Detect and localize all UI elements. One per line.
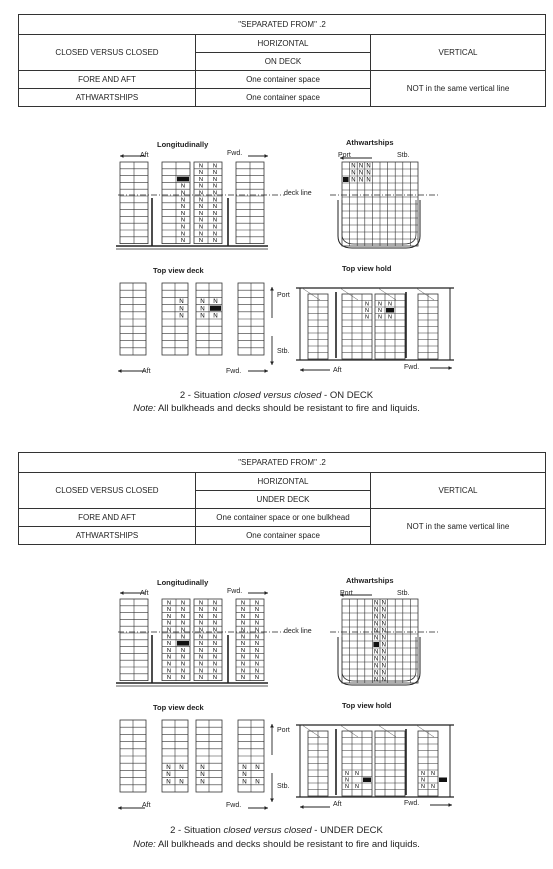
- n-marker: N: [240, 675, 246, 682]
- fore-aft-label: FORE AND AFT: [19, 71, 196, 89]
- n-marker: N: [212, 620, 218, 627]
- arrow-head: [120, 154, 124, 158]
- n-marker: N: [180, 668, 186, 675]
- n-marker: N: [365, 301, 369, 308]
- n-marker: N: [212, 210, 218, 217]
- n-marker: N: [166, 627, 172, 634]
- n-marker: N: [212, 600, 218, 607]
- n-marker: N: [378, 301, 382, 308]
- aft-label: Aft: [142, 802, 151, 809]
- n-marker: N: [240, 627, 246, 634]
- hull-inner: [342, 200, 416, 244]
- dangerous-container: [210, 306, 221, 311]
- n-marker: N: [242, 771, 247, 779]
- n-marker: N: [212, 238, 218, 245]
- n-marker: N: [198, 661, 204, 668]
- n-marker: N: [254, 613, 260, 620]
- dangerous-container: [343, 177, 349, 182]
- n-marker: N: [200, 771, 205, 779]
- n-marker: N: [200, 778, 205, 786]
- location-header: ON DECK: [196, 53, 371, 71]
- n-marker: N: [345, 777, 349, 784]
- n-marker: N: [381, 677, 386, 684]
- n-marker: N: [374, 614, 379, 621]
- n-marker: N: [240, 634, 246, 641]
- n-marker: N: [212, 654, 218, 661]
- n-marker: N: [166, 620, 172, 627]
- vertical-header: VERTICAL: [371, 35, 546, 71]
- n-marker: N: [345, 771, 349, 777]
- n-marker: N: [180, 231, 186, 238]
- n-marker: N: [358, 163, 364, 170]
- arrow-head: [264, 806, 268, 810]
- n-marker: N: [212, 197, 218, 204]
- table-header: "SEPARATED FROM" .2: [19, 15, 546, 35]
- dangerous-container: [439, 778, 447, 783]
- n-marker: N: [365, 314, 369, 321]
- n-marker: N: [388, 301, 392, 308]
- n-marker: N: [180, 217, 186, 224]
- arrow-head: [270, 798, 274, 802]
- top-view-hold-label: Top view hold: [342, 264, 392, 273]
- n-marker: N: [374, 670, 379, 677]
- n-marker: N: [180, 600, 186, 607]
- n-marker: N: [421, 777, 425, 784]
- arrow-head: [448, 366, 452, 370]
- n-marker: N: [355, 784, 359, 790]
- n-marker: N: [381, 663, 386, 670]
- n-marker: N: [200, 763, 205, 771]
- n-marker: N: [355, 771, 359, 777]
- vertical-header: VERTICAL: [371, 473, 546, 509]
- n-marker: N: [381, 607, 386, 614]
- n-marker: N: [212, 163, 218, 170]
- n-marker: N: [374, 621, 379, 628]
- n-marker: N: [180, 654, 186, 661]
- n-marker: N: [240, 600, 246, 607]
- n-marker: N: [212, 613, 218, 620]
- n-marker: N: [166, 634, 172, 641]
- n-marker: N: [198, 170, 204, 177]
- athwartships-value: One container space: [196, 527, 371, 545]
- arrow-head: [270, 287, 274, 291]
- n-marker: N: [212, 634, 218, 641]
- n-marker: N: [254, 654, 260, 661]
- n-marker: N: [198, 197, 204, 204]
- fwd-label: Fwd.: [404, 364, 420, 371]
- fore-aft-value: One container space: [196, 71, 371, 89]
- n-marker: N: [180, 634, 186, 641]
- dangerous-container: [177, 177, 189, 182]
- n-marker: N: [240, 647, 246, 654]
- n-marker: N: [180, 675, 186, 682]
- stb-label: Stb.: [397, 590, 410, 597]
- arrow-head: [448, 803, 452, 807]
- n-marker: N: [179, 312, 184, 320]
- n-marker: N: [198, 190, 204, 197]
- n-marker: N: [180, 607, 186, 614]
- n-marker: N: [381, 614, 386, 621]
- n-marker: N: [166, 641, 172, 648]
- arrow-head: [118, 369, 122, 373]
- n-marker: N: [351, 170, 356, 177]
- n-marker: N: [381, 621, 386, 628]
- n-marker: N: [213, 312, 218, 320]
- arrow-head: [300, 368, 304, 372]
- arrow-head: [300, 805, 304, 809]
- n-marker: N: [254, 600, 260, 607]
- n-marker: N: [381, 635, 386, 642]
- vertical-value: NOT in the same vertical line: [371, 509, 546, 545]
- n-marker: N: [212, 607, 218, 614]
- n-marker: N: [381, 628, 386, 635]
- n-marker: N: [381, 656, 386, 663]
- n-marker: N: [198, 668, 204, 675]
- n-marker: N: [198, 183, 204, 190]
- vertical-value: NOT in the same vertical line: [371, 71, 546, 107]
- n-marker: N: [374, 677, 379, 684]
- n-marker: N: [166, 600, 172, 607]
- n-marker: N: [212, 231, 218, 238]
- n-marker: N: [198, 600, 204, 607]
- n-marker: N: [431, 784, 435, 790]
- port-label: Port: [277, 292, 290, 299]
- n-marker: N: [180, 613, 186, 620]
- n-marker: N: [180, 183, 186, 190]
- longitudinally-label: Longitudinally: [157, 578, 209, 587]
- n-marker: N: [254, 641, 260, 648]
- n-marker: N: [179, 778, 184, 786]
- n-marker: N: [200, 298, 205, 306]
- n-marker: N: [388, 314, 392, 321]
- n-marker: N: [198, 607, 204, 614]
- fwd-label: Fwd.: [226, 802, 242, 809]
- n-marker: N: [374, 656, 379, 663]
- n-marker: N: [166, 654, 172, 661]
- n-marker: N: [374, 663, 379, 670]
- fore-aft-label: FORE AND AFT: [19, 509, 196, 527]
- n-marker: N: [374, 649, 379, 656]
- arrow-head: [264, 369, 268, 373]
- n-marker: N: [381, 649, 386, 656]
- n-marker: N: [254, 675, 260, 682]
- n-marker: N: [166, 647, 172, 654]
- n-marker: N: [198, 210, 204, 217]
- n-marker: N: [212, 641, 218, 648]
- n-marker: N: [180, 197, 186, 204]
- n-marker: N: [166, 771, 171, 779]
- n-marker: N: [212, 204, 218, 211]
- n-marker: N: [198, 675, 204, 682]
- n-marker: N: [212, 668, 218, 675]
- n-marker: N: [166, 675, 172, 682]
- n-marker: N: [180, 204, 186, 211]
- n-marker: N: [212, 217, 218, 224]
- n-marker: N: [255, 778, 260, 786]
- port-label: Port: [340, 590, 353, 597]
- n-marker: N: [198, 224, 204, 231]
- n-marker: N: [254, 607, 260, 614]
- row-label: CLOSED VERSUS CLOSED: [19, 473, 196, 509]
- arrow-head: [270, 724, 274, 728]
- top-view-deck-label: Top view deck: [153, 266, 204, 275]
- n-marker: N: [200, 312, 205, 320]
- n-marker: N: [212, 190, 218, 197]
- n-marker: N: [240, 613, 246, 620]
- note: Note: All bulkheads and decks should be resistant to fire and liquids.: [133, 839, 420, 850]
- n-marker: N: [180, 190, 186, 197]
- hull-section: [338, 200, 420, 248]
- n-marker: N: [179, 298, 184, 306]
- n-marker: N: [240, 668, 246, 675]
- n-marker: N: [213, 298, 218, 306]
- n-marker: N: [180, 627, 186, 634]
- n-marker: N: [381, 670, 386, 677]
- n-marker: N: [358, 170, 364, 177]
- athwartships-label: Athwartships: [346, 576, 394, 585]
- n-marker: N: [180, 647, 186, 654]
- n-marker: N: [242, 778, 247, 786]
- n-marker: N: [240, 641, 246, 648]
- athwartships-label: Athwartships: [346, 138, 394, 147]
- n-marker: N: [179, 763, 184, 771]
- n-marker: N: [212, 176, 218, 183]
- n-marker: N: [374, 635, 379, 642]
- n-marker: N: [381, 642, 386, 649]
- n-marker: N: [378, 314, 382, 321]
- n-marker: N: [378, 308, 382, 314]
- horizontal-header: HORIZONTAL: [196, 35, 371, 53]
- athwartships-label: ATHWARTSHIPS: [19, 89, 196, 107]
- caption: 2 - Situation closed versus closed - UNDER DECK: [170, 825, 383, 836]
- n-marker: N: [381, 600, 386, 607]
- n-marker: N: [366, 170, 371, 177]
- n-marker: N: [180, 210, 186, 217]
- dangerous-container: [177, 641, 189, 646]
- arrow-head: [270, 361, 274, 365]
- n-marker: N: [254, 668, 260, 675]
- dangerous-container: [373, 642, 379, 647]
- n-marker: N: [198, 163, 204, 170]
- n-marker: N: [198, 231, 204, 238]
- row-label: CLOSED VERSUS CLOSED: [19, 35, 196, 71]
- n-marker: N: [255, 763, 260, 771]
- fore-aft-value: One container space or one bulkhead: [196, 509, 371, 527]
- aft-label: Aft: [140, 152, 149, 159]
- n-marker: N: [200, 305, 205, 313]
- n-marker: N: [180, 620, 186, 627]
- n-marker: N: [166, 778, 171, 786]
- n-marker: N: [212, 224, 218, 231]
- n-marker: N: [198, 204, 204, 211]
- n-marker: N: [180, 238, 186, 245]
- n-marker: N: [198, 238, 204, 245]
- n-marker: N: [254, 634, 260, 641]
- n-marker: N: [198, 654, 204, 661]
- n-marker: N: [198, 613, 204, 620]
- n-marker: N: [198, 634, 204, 641]
- top-view-hold-label: Top view hold: [342, 701, 392, 710]
- n-marker: N: [366, 177, 371, 184]
- n-marker: N: [180, 661, 186, 668]
- table-header: "SEPARATED FROM" .2: [19, 453, 546, 473]
- n-marker: N: [166, 661, 172, 668]
- n-marker: N: [254, 627, 260, 634]
- fwd-label: Fwd.: [227, 588, 243, 595]
- n-marker: N: [431, 771, 435, 777]
- n-marker: N: [421, 771, 425, 777]
- n-marker: N: [166, 763, 171, 771]
- n-marker: N: [180, 224, 186, 231]
- n-marker: N: [212, 183, 218, 190]
- n-marker: N: [212, 675, 218, 682]
- fwd-label: Fwd.: [227, 150, 243, 157]
- fwd-label: Fwd.: [226, 368, 242, 375]
- n-marker: N: [345, 784, 349, 790]
- port-label: Port: [338, 152, 351, 159]
- stb-label: Stb.: [277, 783, 290, 790]
- n-marker: N: [198, 620, 204, 627]
- n-marker: N: [212, 170, 218, 177]
- n-marker: N: [254, 647, 260, 654]
- n-marker: N: [212, 647, 218, 654]
- fwd-label: Fwd.: [404, 800, 420, 807]
- n-marker: N: [240, 654, 246, 661]
- arrow-head: [264, 591, 268, 595]
- n-marker: N: [254, 661, 260, 668]
- n-marker: N: [351, 177, 356, 184]
- n-marker: N: [198, 217, 204, 224]
- n-marker: N: [240, 620, 246, 627]
- dangerous-container: [386, 308, 394, 313]
- n-marker: N: [166, 607, 172, 614]
- note: Note: All bulkheads and decks should be resistant to fire and liquids.: [133, 403, 420, 414]
- n-marker: N: [179, 305, 184, 313]
- stb-label: Stb.: [397, 152, 410, 159]
- n-marker: N: [365, 308, 369, 314]
- longitudinally-label: Longitudinally: [157, 140, 209, 149]
- n-marker: N: [198, 176, 204, 183]
- n-marker: N: [254, 620, 260, 627]
- n-marker: N: [242, 763, 247, 771]
- n-marker: N: [212, 661, 218, 668]
- n-marker: N: [198, 627, 204, 634]
- deck-line-label: deck line: [284, 190, 312, 197]
- n-marker: N: [374, 607, 379, 614]
- n-marker: N: [374, 628, 379, 635]
- port-label: Port: [277, 727, 290, 734]
- n-marker: N: [374, 600, 379, 607]
- n-marker: N: [421, 784, 425, 790]
- dangerous-container: [363, 778, 371, 783]
- top-view-deck-label: Top view deck: [153, 703, 204, 712]
- athwartships-label: ATHWARTSHIPS: [19, 527, 196, 545]
- n-marker: N: [240, 607, 246, 614]
- caption: 2 - Situation closed versus closed - ON DECK: [179, 390, 374, 401]
- n-marker: N: [198, 647, 204, 654]
- n-marker: N: [358, 177, 364, 184]
- n-marker: N: [166, 668, 172, 675]
- n-marker: N: [198, 641, 204, 648]
- horizontal-header: HORIZONTAL: [196, 473, 371, 491]
- arrow-head: [118, 806, 122, 810]
- n-marker: N: [166, 613, 172, 620]
- aft-label: Aft: [142, 368, 151, 375]
- arrow-head: [120, 591, 124, 595]
- n-marker: N: [212, 627, 218, 634]
- n-marker: N: [240, 661, 246, 668]
- aft-label: Aft: [333, 801, 342, 808]
- location-header: UNDER DECK: [196, 491, 371, 509]
- stb-label: Stb.: [277, 348, 290, 355]
- athwartships-value: One container space: [196, 89, 371, 107]
- n-marker: N: [366, 163, 371, 170]
- aft-label: Aft: [333, 367, 342, 374]
- aft-label: Aft: [140, 590, 149, 597]
- n-marker: N: [351, 163, 356, 170]
- arrow-head: [264, 154, 268, 158]
- deck-line-label: deck line: [284, 628, 312, 635]
